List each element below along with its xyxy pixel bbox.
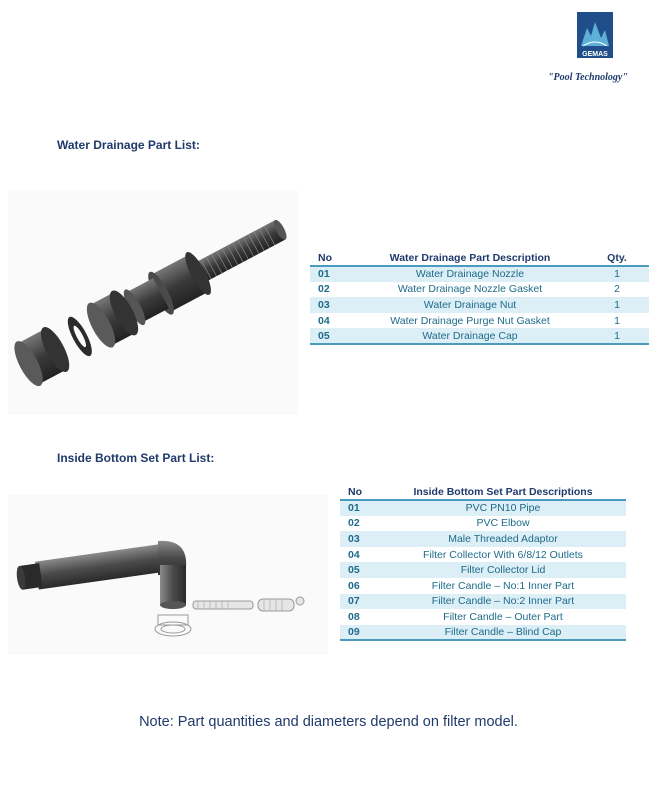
inside-bottom-set-parts-table [340, 484, 626, 641]
table-header-row [340, 484, 626, 500]
row-description: Filter Candle – No:2 Inner Part [380, 594, 626, 610]
row-no: 01 [310, 266, 355, 282]
row-description: PVC Elbow [476, 517, 530, 530]
row-no: 07 [340, 594, 380, 610]
row-no: 03 [310, 297, 355, 313]
header-no: No [340, 484, 380, 500]
row-no: 05 [340, 562, 380, 578]
row-description: Male Threaded Adaptor [380, 531, 626, 547]
row-no: 01 [340, 500, 380, 516]
table-row [340, 531, 626, 547]
row-qty: 1 [585, 328, 649, 344]
table-row [310, 282, 649, 298]
table-row [310, 328, 649, 344]
row-no: 09 [340, 625, 380, 641]
header-no: No [310, 250, 355, 266]
row-description: Filter Candle – Outer Part [443, 610, 563, 623]
row-qty: 1 [585, 266, 649, 282]
table-row [310, 266, 649, 282]
water-drainage-parts-image [8, 190, 298, 415]
water-drainage-parts-table [310, 250, 649, 345]
table-header-row [310, 250, 649, 266]
row-description: Filter Collector Lid [380, 562, 626, 578]
svg-text:GEMAS: GEMAS [582, 51, 608, 58]
row-description: Filter Collector With 6/8/12 Outlets [423, 548, 583, 561]
row-description: Water Drainage Nut [355, 297, 585, 313]
table-row [340, 547, 626, 563]
row-description: PVC PN10 Pipe [380, 500, 626, 516]
gemas-logo [577, 12, 613, 58]
row-description: Water Drainage Nozzle [355, 266, 585, 282]
table-row [340, 578, 626, 594]
row-qty: 2 [614, 283, 620, 296]
table-row [310, 313, 649, 329]
row-no: 02 [348, 517, 360, 530]
header-qty: Qty. [585, 250, 649, 266]
row-no: 06 [348, 579, 360, 592]
row-no: 04 [318, 314, 330, 327]
section-title-water-drainage: Water Drainage Part List: [57, 138, 200, 152]
row-qty: 1 [585, 297, 649, 313]
row-no: 05 [310, 328, 355, 344]
table-row [340, 594, 626, 610]
row-description: Water Drainage Nozzle Gasket [397, 283, 543, 296]
header-description: Inside Bottom Set Part Descriptions [380, 484, 626, 500]
footnote: Note: Part quantities and diameters depend on filter model. [139, 714, 518, 730]
header-description: Water Drainage Part Description [355, 250, 585, 266]
row-description: Filter Candle – Blind Cap [380, 625, 626, 641]
row-description: Water Drainage Purge Nut Gasket [390, 314, 550, 327]
inside-bottom-set-parts-image [8, 495, 328, 655]
table-row [340, 562, 626, 578]
table-row [340, 500, 626, 516]
row-no: 08 [348, 610, 360, 623]
table-row [340, 609, 626, 625]
table-row [340, 516, 626, 532]
tagline: "Pool Technology" [548, 72, 628, 83]
row-no: 04 [348, 548, 360, 561]
table-row [310, 297, 649, 313]
section-title-inside-bottom-set: Inside Bottom Set Part List: [57, 451, 215, 465]
row-no: 02 [318, 283, 330, 296]
row-no: 03 [340, 531, 380, 547]
table-row [340, 625, 626, 641]
row-qty: 1 [614, 314, 620, 327]
row-description: Filter Candle – No:1 Inner Part [431, 579, 575, 592]
row-description: Water Drainage Cap [355, 328, 585, 344]
